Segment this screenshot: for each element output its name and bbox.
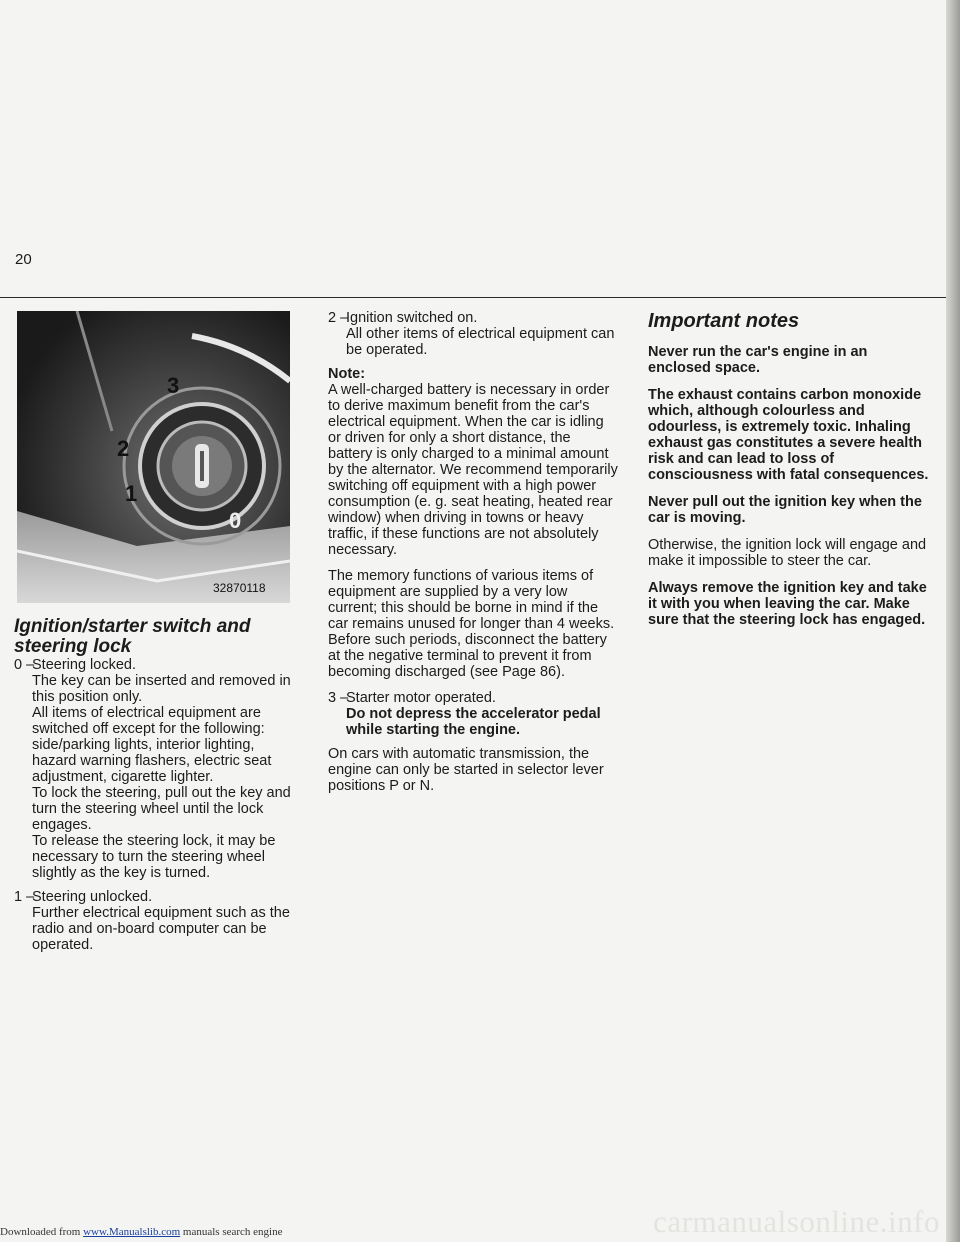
- item-line: Steering unlocked.: [32, 889, 153, 905]
- item-number: 0 –: [14, 657, 35, 673]
- column-left: [14, 617, 294, 961]
- item-line: Ignition switched on.: [346, 310, 478, 326]
- ignition-switch-photo: [17, 311, 290, 603]
- position-3-item: [328, 690, 618, 738]
- steering-lock-text: Otherwise, the ignition lock will engage and make it impossible to steer the car.: [648, 537, 927, 569]
- position-2-item: [328, 310, 618, 358]
- item-number: 2 –: [328, 310, 349, 326]
- item-line: Steering locked.: [32, 657, 136, 673]
- warning-ignition-key: Never pull out the ignition key when the car is moving.: [648, 494, 922, 526]
- item-line: To lock the steering, pull out the key and turn the steering wheel until the lock engages.: [32, 785, 291, 833]
- position-1-item: [14, 889, 294, 953]
- item-line: To release the steering lock, it may be necessary to turn the steering wheel slightly as the key is turned.: [32, 833, 276, 881]
- figure-code: 32870118: [213, 581, 266, 595]
- column-right: [648, 311, 934, 639]
- item-line: Further electrical equipment such as the radio and on-board computer can be operated.: [32, 905, 290, 953]
- note-label: Note:: [328, 366, 366, 382]
- footer-prefix: Downloaded from: [0, 1226, 81, 1238]
- item-line: All other items of electrical equipment can be operated.: [346, 326, 615, 358]
- watermark: carmanualsonline.info: [653, 1204, 940, 1239]
- position-2-label: 2: [117, 436, 130, 461]
- item-line: All items of electrical equipment are switched off except for the following: side/parking lights, interior lighting, hazard warning flashers, electric seat adjustment, cigarette lighter.: [32, 705, 272, 785]
- page-number: 20: [15, 251, 32, 268]
- position-0-item: [14, 657, 294, 881]
- position-3-label: 3: [167, 373, 180, 398]
- important-notes-heading: Important notes: [648, 310, 800, 332]
- item-number: 1 –: [14, 889, 35, 905]
- column-middle: [328, 310, 618, 804]
- download-footer: [0, 1226, 282, 1238]
- footer-link[interactable]: www.Manualslib.com: [83, 1226, 181, 1238]
- warning-carbon-monoxide: The exhaust contains carbon monoxide which, although colourless and odourless, is extremely toxic. Inhaling exhaust gas constitutes a severe health risk and can lead to loss of consciousness with fatal consequences.: [648, 387, 929, 483]
- item-number: 3 –: [328, 690, 349, 706]
- memory-text: The memory functions of various items of equipment are supplied by a very low current; this should be borne in mind if the car remains unused for longer than 4 weeks. Before such periods, disconnect the battery at the negative terminal to prevent it from becoming discharged (see Page 86).: [328, 568, 615, 680]
- warning-remove-key: Always remove the ignition key and take it with you when leaving the car. Make sure that the steering lock has engaged.: [648, 580, 927, 628]
- page-edge-shadow: [946, 0, 960, 1242]
- item-warning: Do not depress the accelerator pedal while starting the engine.: [346, 706, 601, 738]
- automatic-text: On cars with automatic transmission, the engine can only be started in selector lever positions P or N.: [328, 746, 604, 794]
- position-1-label: 1: [125, 481, 138, 506]
- item-line: The key can be inserted and removed in this position only.: [32, 673, 291, 705]
- warning-enclosed-space: Never run the car's engine in an enclosed space.: [648, 344, 868, 376]
- footer-suffix: manuals search engine: [182, 1226, 283, 1238]
- note-text: A well-charged battery is necessary in order to derive maximum benefit from the car's electrical equipment. When the car is idling or driven for only a short distance, the battery is only charged to a minimal amount by the alternator. We recommend temporarily switching off equipment with a high power consumption (e. g. seat heating, heated rear window) when driving in towns or heavy traffic, if these functions are not absolutely necessary.: [328, 382, 618, 558]
- ignition-photo-drawing: [17, 311, 290, 603]
- header-rule: [0, 297, 946, 298]
- position-0-label: 0: [229, 508, 242, 533]
- section-heading: Ignition/starter switch and steering lock: [14, 616, 251, 657]
- item-line: Starter motor operated.: [346, 690, 496, 706]
